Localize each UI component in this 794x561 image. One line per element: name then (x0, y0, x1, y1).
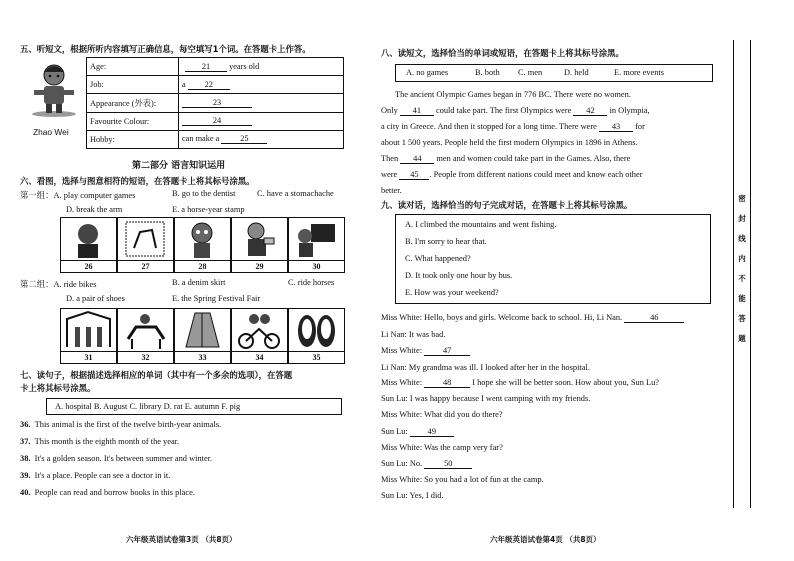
group2-option-d: D. a pair of shoes (66, 294, 125, 303)
seal-char: 题 (738, 334, 746, 343)
boy-illustration (26, 60, 82, 118)
row-value: a 22 (179, 76, 344, 94)
passage-line-5: Then 44 men and women could take part in the Games. Also, there (381, 154, 631, 163)
picture-35: 35 (288, 308, 345, 364)
group2-option-a: 第二组：A. ride bikes (20, 280, 97, 289)
seal-line-outer (750, 40, 751, 508)
footer-page-4: 六年级英语试卷第4页 （共8页） (490, 535, 601, 544)
dialog-option-a: A. I climbed the mountains and went fishing. (405, 220, 557, 229)
sentence-36: 36. This animal is the first of the twelve birth-year animals. (20, 420, 222, 429)
dialogue-line-2: Li Nan: It was bad. (381, 330, 446, 339)
option-c: C. men (518, 68, 543, 77)
picture-29: 29 (231, 217, 288, 273)
option-a: A. no games (406, 68, 449, 77)
seal-char: 答 (738, 314, 746, 323)
dialog-option-b: B. I'm sorry to hear that. (405, 237, 487, 246)
dialog-option-e: E. How was your weekend? (405, 288, 499, 297)
dialogue-line-10: Sun Lu: No. 50 (381, 459, 472, 469)
row-label: Favourite Colour: (87, 112, 179, 130)
dialogue-line-6: Sun Lu: I was happy because I went camping with my friends. (381, 394, 591, 403)
row-value: 23 (179, 94, 344, 112)
picture-33: 33 (174, 308, 231, 364)
table-row (87, 112, 344, 130)
seal-char: 内 (738, 254, 746, 263)
row-label: Hobby: (87, 130, 179, 148)
seal-line (733, 40, 734, 508)
row-label: Appearance (外表): (87, 94, 179, 112)
info-table (86, 57, 344, 149)
group1-option-b: B. go to the dentist (172, 189, 236, 198)
group1-option-d: D. break the arm (66, 205, 123, 214)
dialogue-line-8: Sun Lu: 49 (381, 427, 454, 437)
table-row (87, 58, 344, 76)
picture-34: 34 (231, 308, 288, 364)
picture-31: 31 (60, 308, 117, 364)
picture-30: 30 (288, 217, 345, 273)
sentence-39: 39. It's a place. People can see a doctor in it. (20, 471, 171, 480)
section-8-title: 八、读短文，选择恰当的单词或短语，在答题卡上将其标号涂黑。 (381, 48, 624, 58)
dialogue-line-9: Miss White: Was the camp very far? (381, 443, 503, 452)
section-6-title: 六、看图，选择与图意相符的短语，在答题卡上将其标号涂黑。 (20, 176, 255, 186)
dialogue-line-4: Li Nan: My grandma was ill. I looked after her in the hospital. (381, 363, 590, 372)
group2-option-e: E. the Spring Festival Fair (172, 294, 261, 303)
group1-option-c: C. have a stomachache (257, 189, 334, 198)
seal-char: 封 (738, 214, 746, 223)
section-7-title-line2: 卡上将其标号涂黑。 (20, 383, 96, 393)
row-value: 21 years old (179, 58, 344, 76)
dialogue-line-1: Miss White: Hello, boys and girls. Welcome back to school. Hi, Li Nan. 46 (381, 313, 684, 323)
passage-line-4: about 1 500 years. People held the first modern Olympics in 1896 in Athens. (381, 138, 638, 147)
passage-line-7: better. (381, 186, 402, 195)
group1-option-a: 第一组：A. play computer games (20, 191, 136, 200)
sentence-40: 40. People can read and borrow books in this place. (20, 488, 195, 497)
option-d: D. held (564, 68, 589, 77)
seal-char: 密 (738, 194, 746, 203)
row-value: 24 (179, 112, 344, 130)
sentence-37: 37. This month is the eighth month of the year. (20, 437, 180, 446)
person-name: Zhao Wei (33, 127, 69, 137)
footer-page-3: 六年级英语试卷第3页 （共8页） (126, 535, 237, 544)
passage-line-6: were 45 . People from different nations could meet and know each other (381, 170, 643, 179)
section-8-options-box (395, 64, 713, 82)
section-9-title: 九、读对话，选择恰当的句子完成对话，在答题卡上将其标号涂黑。 (381, 200, 633, 210)
row-label: Age: (87, 58, 179, 76)
seal-char: 线 (738, 234, 746, 243)
table-row (87, 94, 344, 112)
row-label: Job: (87, 76, 179, 94)
table-row (87, 76, 344, 94)
group1-option-e: E. a horse-year stamp (172, 205, 245, 214)
picture-27: 27 (117, 217, 174, 273)
option-e: E. more events (614, 68, 665, 77)
table-row (87, 130, 344, 148)
dialog-option-c: C. What happened? (405, 254, 471, 263)
dialogue-line-3: Miss White: 47 (381, 346, 470, 356)
dialogue-line-7: Miss White: What did you do there? (381, 410, 503, 419)
passage-line-2: Only 41 could take part. The first Olympics were 42 in Olympia, (381, 106, 650, 115)
group2-option-c: C. ride horses (288, 278, 335, 287)
sentence-38: 38. It's a golden season. It's between summer and winter. (20, 454, 213, 463)
section-7-title: 七、读句子，根据描述选择相应的单词（其中有一个多余的选项），在答题 (20, 370, 293, 380)
section-5-title: 五、听短文，根据所听内容填写正确信息，每空填写1个词。在答题卡上作答。 (20, 44, 311, 54)
option-b: B. both (475, 68, 500, 77)
seal-char: 能 (738, 294, 746, 303)
dialogue-line-11: Miss White: So you had a lot of fun at the camp. (381, 475, 544, 484)
section-9-options-box (395, 214, 711, 304)
dialogue-line-12: Sun Lu: Yes, I did. (381, 491, 444, 500)
passage-line-1: The ancient Olympic Games began in 776 BC. There were no women. (395, 90, 631, 99)
word-options-box (46, 398, 342, 415)
part-2-title: 第二部分 语言知识运用 (132, 161, 226, 171)
picture-28: 28 (174, 217, 231, 273)
group2-option-b: B. a denim skirt (172, 278, 226, 287)
picture-26: 26 (60, 217, 117, 273)
passage-line-3: a city in Greece. And then it stopped for a long time. There were 43 for (381, 122, 645, 131)
row-value: can make a 25 (179, 130, 344, 148)
seal-char: 不 (738, 274, 746, 283)
word-options: A. hospital B. August C. library D. rat E. autumn F. pig (55, 402, 241, 411)
dialogue-line-5: Miss White: 48 I hope she will be better soon. How about you, Sun Lu? (381, 378, 659, 387)
picture-32: 32 (117, 308, 174, 364)
dialog-option-d: D. It took only one hour by bus. (405, 271, 513, 280)
